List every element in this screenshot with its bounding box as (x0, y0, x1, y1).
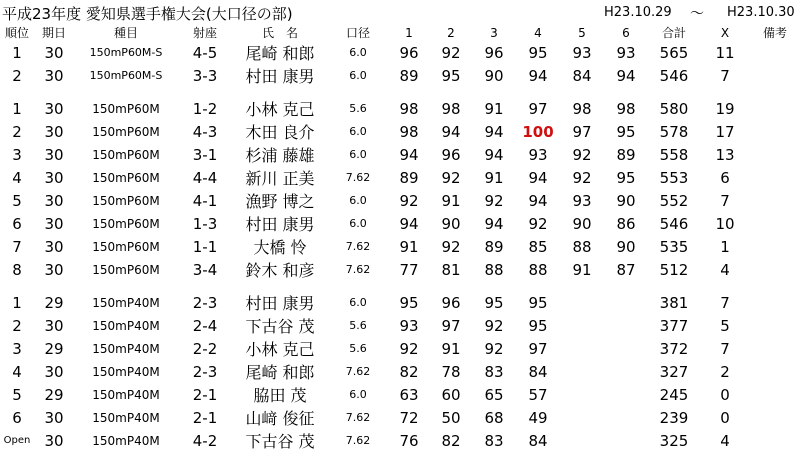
lane-cell: 3-4 (192, 260, 218, 279)
name-cell: 尾崎 和郎 (245, 363, 315, 382)
caliber-cell: 5.6 (349, 342, 367, 355)
table-row (0, 166, 800, 189)
lane-cell: 2-1 (192, 408, 218, 427)
table-row (0, 189, 800, 212)
day-cell: 30 (44, 362, 64, 381)
score-cell: 92 (441, 43, 461, 62)
score-cell (560, 360, 604, 383)
event-cell: 150mP60M (92, 170, 160, 185)
total-cell: 553 (659, 168, 689, 187)
spacer-cell (0, 281, 800, 291)
score-cell: 94 (528, 191, 548, 210)
total-cell: 239 (659, 408, 689, 427)
name-cell: 鈴木 和彦 (245, 261, 315, 280)
score-cell: 82 (399, 362, 419, 381)
date-end: H23.10.30 (727, 5, 795, 20)
score-cell: 97 (572, 122, 592, 141)
score-cell: 95 (528, 316, 548, 335)
day-cell: 30 (44, 66, 64, 85)
score-cell: 94 (441, 122, 461, 141)
x-count-cell: 5 (720, 316, 730, 335)
score-cell: 93 (572, 191, 592, 210)
name-cell: 小林 克己 (245, 340, 315, 359)
x-count-cell: 7 (720, 293, 730, 312)
score-cell: 94 (399, 145, 419, 164)
score-cell: 93 (399, 316, 419, 335)
caliber-cell: 7.62 (345, 411, 371, 424)
rank-cell: 2 (12, 316, 22, 335)
score-cell: 93 (616, 43, 636, 62)
caliber-cell: 6.0 (349, 217, 367, 230)
score-cell: 88 (484, 260, 504, 279)
total-cell: 535 (659, 237, 689, 256)
note-cell (750, 360, 800, 383)
score-cell: 92 (399, 339, 419, 358)
note-cell (750, 314, 800, 337)
score-cell: 94 (528, 168, 548, 187)
score-cell (604, 291, 648, 314)
total-cell: 580 (659, 99, 689, 118)
name-cell: 下古谷 茂 (245, 317, 315, 336)
total-cell: 245 (659, 385, 689, 404)
caliber-cell: 7.62 (345, 171, 371, 184)
table-row (0, 406, 800, 429)
col-rank: 順位 (4, 26, 29, 40)
name-cell: 尾崎 和郎 (245, 44, 315, 63)
caliber-cell: 7.62 (345, 365, 371, 378)
score-cell: 78 (441, 362, 461, 381)
caliber-cell: 7.62 (345, 434, 371, 447)
group-spacer (0, 281, 800, 291)
score-cell: 95 (399, 293, 419, 312)
score-cell: 97 (528, 99, 548, 118)
rank-cell: 7 (12, 237, 22, 256)
note-cell (750, 337, 800, 360)
x-count-cell: 7 (720, 339, 730, 358)
rank-cell: 3 (12, 339, 22, 358)
score-cell: 72 (399, 408, 419, 427)
lane-cell: 3-3 (192, 66, 218, 85)
score-cell: 97 (528, 339, 548, 358)
score-cell: 95 (484, 293, 504, 312)
score-cell: 98 (441, 99, 461, 118)
col-s2: 2 (447, 25, 455, 40)
event-cell: 150mP60M (92, 262, 160, 277)
score-cell: 96 (441, 293, 461, 312)
rank-cell: 1 (12, 99, 22, 118)
score-cell: 50 (441, 408, 461, 427)
rank-cell: 1 (12, 43, 22, 62)
total-cell: 578 (659, 122, 689, 141)
total-cell: 377 (659, 316, 689, 335)
lane-cell: 2-4 (192, 316, 218, 335)
caliber-cell: 7.62 (345, 263, 371, 276)
score-cell: 84 (528, 431, 548, 450)
name-cell: 山﨑 俊征 (245, 409, 315, 428)
table-row (0, 235, 800, 258)
day-cell: 30 (44, 191, 64, 210)
note-cell (750, 143, 800, 166)
score-cell: 88 (528, 260, 548, 279)
score-cell: 92 (484, 191, 504, 210)
col-note: 備考 (762, 26, 787, 40)
lane-cell: 4-1 (192, 191, 218, 210)
score-cell: 85 (528, 237, 548, 256)
note-cell (750, 189, 800, 212)
score-cell: 94 (484, 214, 504, 233)
col-s3: 3 (490, 25, 498, 40)
score-cell (604, 383, 648, 406)
score-cell: 93 (528, 145, 548, 164)
event-cell: 150mP60M-S (89, 46, 163, 59)
col-name: 氏 名 (261, 26, 298, 40)
total-cell: 372 (659, 339, 689, 358)
rank-cell: 1 (12, 293, 22, 312)
date-separator: 〜 (690, 6, 704, 22)
rank-cell: 5 (12, 191, 22, 210)
table-row (0, 120, 800, 143)
caliber-cell: 6.0 (349, 296, 367, 309)
score-cell: 49 (528, 408, 548, 427)
score-cell: 60 (441, 385, 461, 404)
col-day: 期日 (41, 26, 66, 40)
rank-cell: 6 (12, 408, 22, 427)
score-cell: 90 (441, 214, 461, 233)
score-cell: 94 (528, 66, 548, 85)
name-cell: 小林 克己 (245, 100, 315, 119)
page-title: 平成23年度 愛知県選手権大会(大口径の部) (2, 5, 293, 23)
day-cell: 30 (44, 99, 64, 118)
score-cell: 82 (441, 431, 461, 450)
table-row (0, 41, 800, 64)
col-lane: 射座 (192, 26, 217, 40)
name-cell: 脇田 茂 (253, 386, 307, 405)
score-cell: 98 (572, 99, 592, 118)
x-count-cell: 7 (720, 66, 730, 85)
col-s1: 1 (405, 25, 413, 40)
score-cell: 87 (616, 260, 636, 279)
header-row (0, 24, 800, 41)
x-count-cell: 19 (715, 99, 735, 118)
lane-cell: 4-5 (192, 43, 218, 62)
note-cell (750, 212, 800, 235)
event-cell: 150mP40M (92, 410, 160, 425)
name-cell: 木田 良介 (245, 123, 315, 142)
table-row (0, 143, 800, 166)
score-cell (604, 360, 648, 383)
event-cell: 150mP60M-S (89, 69, 163, 82)
score-cell: 95 (528, 293, 548, 312)
score-cell: 65 (484, 385, 504, 404)
spacer-cell (0, 87, 800, 97)
caliber-cell: 6.0 (349, 125, 367, 138)
score-cell: 95 (441, 66, 461, 85)
day-cell: 30 (44, 214, 64, 233)
total-cell: 565 (659, 43, 689, 62)
score-cell: 86 (616, 214, 636, 233)
score-cell: 92 (484, 316, 504, 335)
score-cell (560, 383, 604, 406)
score-cell: 68 (484, 408, 504, 427)
col-s5: 5 (578, 25, 586, 40)
score-cell (604, 406, 648, 429)
table-row (0, 97, 800, 120)
score-cell: 94 (484, 122, 504, 141)
score-cell (560, 291, 604, 314)
rank-cell: 2 (12, 66, 22, 85)
caliber-cell: 6.0 (349, 69, 367, 82)
score-cell: 91 (484, 99, 504, 118)
score-cell: 57 (528, 385, 548, 404)
table-row (0, 314, 800, 337)
x-count-cell: 6 (720, 168, 730, 187)
event-cell: 150mP60M (92, 101, 160, 116)
score-cell: 91 (441, 191, 461, 210)
caliber-cell: 6.0 (349, 194, 367, 207)
note-cell (750, 166, 800, 189)
total-cell: 327 (659, 362, 689, 381)
score-cell: 94 (399, 214, 419, 233)
note-cell (750, 383, 800, 406)
total-cell: 546 (659, 66, 689, 85)
score-cell: 91 (399, 237, 419, 256)
score-cell (604, 337, 648, 360)
score-cell: 91 (572, 260, 592, 279)
day-cell: 30 (44, 168, 64, 187)
note-cell (750, 406, 800, 429)
x-count-cell: 2 (720, 362, 730, 381)
score-cell: 90 (484, 66, 504, 85)
lane-cell: 4-3 (192, 122, 218, 141)
score-cell: 92 (399, 191, 419, 210)
score-cell (604, 314, 648, 337)
day-cell: 30 (44, 122, 64, 141)
score-cell: 92 (572, 145, 592, 164)
score-cell (560, 337, 604, 360)
table-row (0, 64, 800, 87)
x-count-cell: 4 (720, 431, 730, 450)
x-count-cell: 1 (720, 237, 730, 256)
col-s4: 4 (534, 25, 542, 40)
table-row (0, 383, 800, 406)
lane-cell: 4-2 (192, 431, 218, 450)
x-count-cell: 13 (715, 145, 735, 164)
event-cell: 150mP40M (92, 433, 160, 448)
score-cell: 84 (528, 362, 548, 381)
score-cell (560, 429, 604, 452)
event-cell: 150mP60M (92, 193, 160, 208)
score-cell: 92 (572, 168, 592, 187)
rank-cell: 8 (12, 260, 22, 279)
day-cell: 29 (44, 293, 64, 312)
name-cell: 下古谷 茂 (245, 432, 315, 451)
note-cell (750, 235, 800, 258)
event-cell: 150mP60M (92, 239, 160, 254)
col-total: 合計 (661, 26, 686, 40)
x-count-cell: 0 (720, 408, 730, 427)
score-cell: 95 (616, 122, 636, 141)
note-cell (750, 41, 800, 64)
x-count-cell: 11 (715, 43, 735, 62)
caliber-cell: 5.6 (349, 319, 367, 332)
score-cell: 97 (441, 316, 461, 335)
caliber-cell: 7.62 (345, 240, 371, 253)
day-cell: 30 (44, 316, 64, 335)
score-cell: 77 (399, 260, 419, 279)
score-cell (560, 406, 604, 429)
col-x: X (720, 25, 730, 40)
date-start: H23.10.29 (604, 5, 672, 20)
score-cell: 92 (528, 214, 548, 233)
caliber-cell: 6.0 (349, 388, 367, 401)
score-cell: 95 (528, 43, 548, 62)
score-cell: 100 (522, 122, 554, 141)
lane-cell: 3-1 (192, 145, 218, 164)
day-cell: 30 (44, 260, 64, 279)
lane-cell: 2-3 (192, 362, 218, 381)
total-cell: 381 (659, 293, 689, 312)
x-count-cell: 7 (720, 191, 730, 210)
score-cell: 98 (399, 99, 419, 118)
group-spacer (0, 87, 800, 97)
table-row (0, 291, 800, 314)
score-cell: 91 (441, 339, 461, 358)
day-cell: 29 (44, 385, 64, 404)
table-row (0, 429, 800, 452)
name-cell: 杉浦 藤雄 (245, 146, 315, 165)
name-cell: 新川 正美 (245, 169, 315, 188)
lane-cell: 1-3 (192, 214, 218, 233)
total-cell: 552 (659, 191, 689, 210)
name-cell: 村田 康男 (245, 215, 315, 234)
day-cell: 30 (44, 145, 64, 164)
table-row (0, 212, 800, 235)
rank-cell: 6 (12, 214, 22, 233)
score-cell: 63 (399, 385, 419, 404)
rank-cell: 3 (12, 145, 22, 164)
results-header (0, 0, 804, 22)
note-cell (750, 258, 800, 281)
score-cell: 96 (484, 43, 504, 62)
table-row (0, 258, 800, 281)
results-body (0, 41, 800, 452)
lane-cell: 1-1 (192, 237, 218, 256)
score-cell: 98 (399, 122, 419, 141)
score-cell: 94 (484, 145, 504, 164)
x-count-cell: 10 (715, 214, 735, 233)
event-cell: 150mP60M (92, 147, 160, 162)
score-cell: 76 (399, 431, 419, 450)
score-cell: 93 (572, 43, 592, 62)
rank-cell: 4 (12, 362, 22, 381)
rank-cell: 5 (12, 385, 22, 404)
event-cell: 150mP40M (92, 295, 160, 310)
rank-cell: Open (3, 435, 31, 446)
name-cell: 漁野 博之 (245, 192, 315, 211)
score-cell: 92 (484, 339, 504, 358)
col-caliber: 口径 (345, 26, 370, 40)
score-cell: 95 (616, 168, 636, 187)
score-cell: 83 (484, 362, 504, 381)
total-cell: 512 (659, 260, 689, 279)
score-cell: 89 (399, 168, 419, 187)
score-cell: 91 (484, 168, 504, 187)
score-cell (604, 429, 648, 452)
note-cell (750, 429, 800, 452)
name-cell: 村田 康男 (245, 294, 315, 313)
col-event: 種目 (113, 26, 138, 40)
score-cell: 89 (484, 237, 504, 256)
x-count-cell: 0 (720, 385, 730, 404)
caliber-cell: 5.6 (349, 102, 367, 115)
score-cell: 90 (572, 214, 592, 233)
day-cell: 30 (44, 237, 64, 256)
day-cell: 30 (44, 43, 64, 62)
score-cell: 84 (572, 66, 592, 85)
x-count-cell: 17 (715, 122, 735, 141)
x-count-cell: 4 (720, 260, 730, 279)
score-cell: 94 (616, 66, 636, 85)
score-cell: 83 (484, 431, 504, 450)
note-cell (750, 291, 800, 314)
event-cell: 150mP40M (92, 341, 160, 356)
event-cell: 150mP60M (92, 124, 160, 139)
score-cell: 90 (616, 237, 636, 256)
col-s6: 6 (622, 25, 630, 40)
total-cell: 325 (659, 431, 689, 450)
caliber-cell: 6.0 (349, 148, 367, 161)
table-row (0, 360, 800, 383)
lane-cell: 2-1 (192, 385, 218, 404)
lane-cell: 2-3 (192, 293, 218, 312)
day-cell: 29 (44, 339, 64, 358)
total-cell: 546 (659, 214, 689, 233)
score-cell: 96 (441, 145, 461, 164)
note-cell (750, 64, 800, 87)
score-cell: 88 (572, 237, 592, 256)
rank-cell: 2 (12, 122, 22, 141)
name-cell: 村田 康男 (245, 67, 315, 86)
score-cell: 92 (441, 237, 461, 256)
note-cell (750, 97, 800, 120)
score-cell: 90 (616, 191, 636, 210)
note-cell (750, 120, 800, 143)
event-cell: 150mP40M (92, 318, 160, 333)
score-cell: 96 (399, 43, 419, 62)
rank-cell: 4 (12, 168, 22, 187)
caliber-cell: 6.0 (349, 46, 367, 59)
lane-cell: 1-2 (192, 99, 218, 118)
event-cell: 150mP40M (92, 364, 160, 379)
table-row (0, 337, 800, 360)
day-cell: 30 (44, 431, 64, 450)
lane-cell: 2-2 (192, 339, 218, 358)
score-cell: 89 (399, 66, 419, 85)
total-cell: 558 (659, 145, 689, 164)
score-cell: 92 (441, 168, 461, 187)
name-cell: 大橋 怜 (253, 238, 307, 257)
day-cell: 30 (44, 408, 64, 427)
score-cell (560, 314, 604, 337)
event-cell: 150mP60M (92, 216, 160, 231)
score-cell: 98 (616, 99, 636, 118)
results-table (0, 24, 800, 452)
lane-cell: 4-4 (192, 168, 218, 187)
event-cell: 150mP40M (92, 387, 160, 402)
score-cell: 81 (441, 260, 461, 279)
score-cell: 89 (616, 145, 636, 164)
